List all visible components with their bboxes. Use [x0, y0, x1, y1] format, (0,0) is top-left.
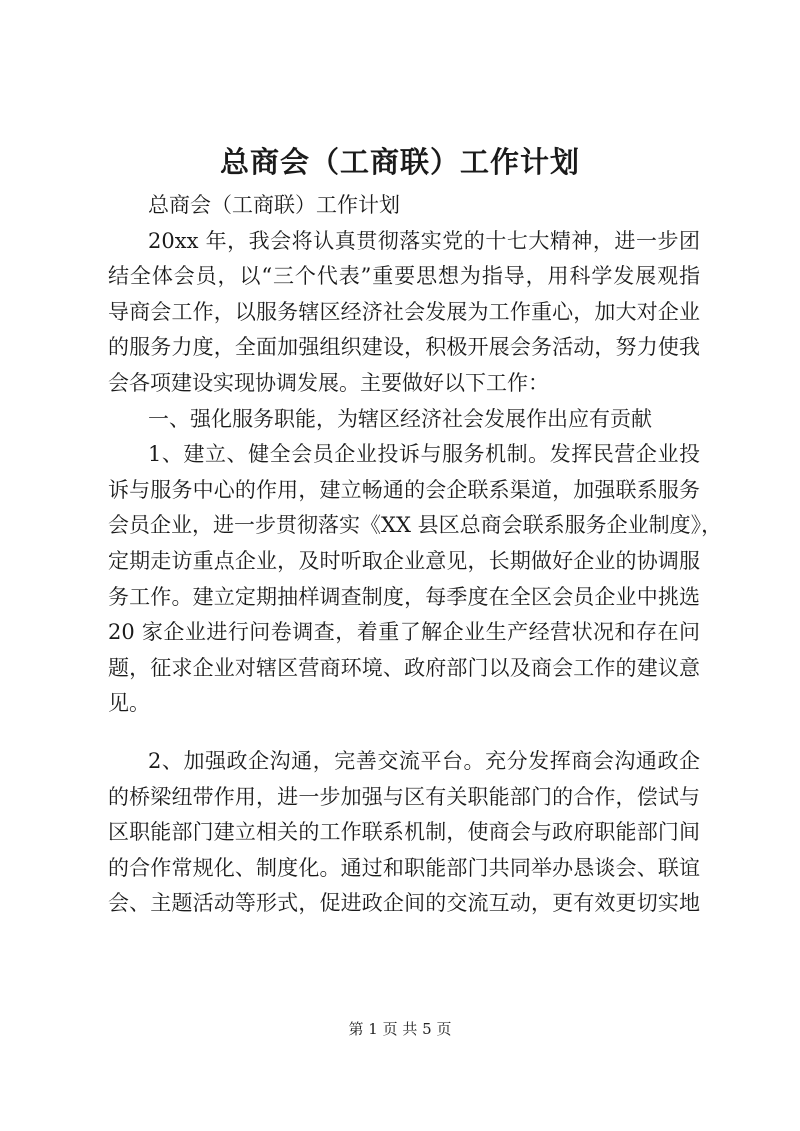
- text-line: 的合作常规化、制度化。通过和职能部门共同举办恳谈会、联谊: [108, 855, 700, 880]
- text-line: 20xx 年，我会将认真贯彻落实党的十七大精神，进一步团: [148, 228, 700, 253]
- text-line: 的服务力度，全面加强组织建设，积极开展会务活动，努力使我: [108, 335, 700, 360]
- text-line: 2、加强政企沟通，完善交流平台。充分发挥商会沟通政企: [148, 748, 700, 773]
- text-line: 1、建立、健全会员企业投诉与服务机制。发挥民营企业投: [148, 442, 700, 467]
- text-line: 的桥梁纽带作用，进一步加强与区有关职能部门的合作，偿试与: [108, 784, 700, 809]
- text-line: 一、强化服务职能，为辖区经济社会发展作出应有贡献: [148, 406, 652, 431]
- text-line: 导商会工作，以服务辖区经济社会发展为工作重心，加大对企业: [108, 299, 700, 324]
- text-line: 题，征求企业对辖区营商环境、政府部门以及商会工作的建议意: [108, 655, 700, 680]
- text-line: 会各项建设实现协调发展。主要做好以下工作：: [108, 370, 549, 395]
- text-line: 总商会（工商联）工作计划: [148, 193, 400, 217]
- text-line: 20 家企业进行问卷调查，着重了解企业生产经营状况和存在问: [108, 620, 700, 645]
- text-line: 区职能部门建立相关的工作联系机制，使商会与政府职能部门间: [108, 820, 700, 845]
- text-line: 诉与服务中心的作用，建立畅通的会企联系渠道，加强联系服务: [108, 477, 700, 502]
- page-footer: 第 1 页 共 5 页: [348, 1020, 452, 1038]
- text-line: 结全体会员，以“三个代表”重要思想为指导，用科学发展观指: [108, 264, 700, 289]
- document-body: [108, 188, 723, 922]
- text-line: 务工作。建立定期抽样调查制度，每季度在全区会员企业中挑选: [108, 584, 700, 609]
- text-line: 会、主题活动等形式，促进政企间的交流互动，更有效更切实地: [108, 891, 700, 916]
- text-line: 会员企业，进一步贯彻落实《XX 县区总商会联系服务企业制度》，: [108, 513, 723, 538]
- paragraph-gap: [108, 722, 700, 744]
- text-line: 定期走访重点企业，及时听取企业意见，长期做好企业的协调服: [108, 548, 700, 573]
- document-title: 总商会（工商联）工作计划: [219, 145, 580, 179]
- text-line: 见。: [108, 691, 150, 716]
